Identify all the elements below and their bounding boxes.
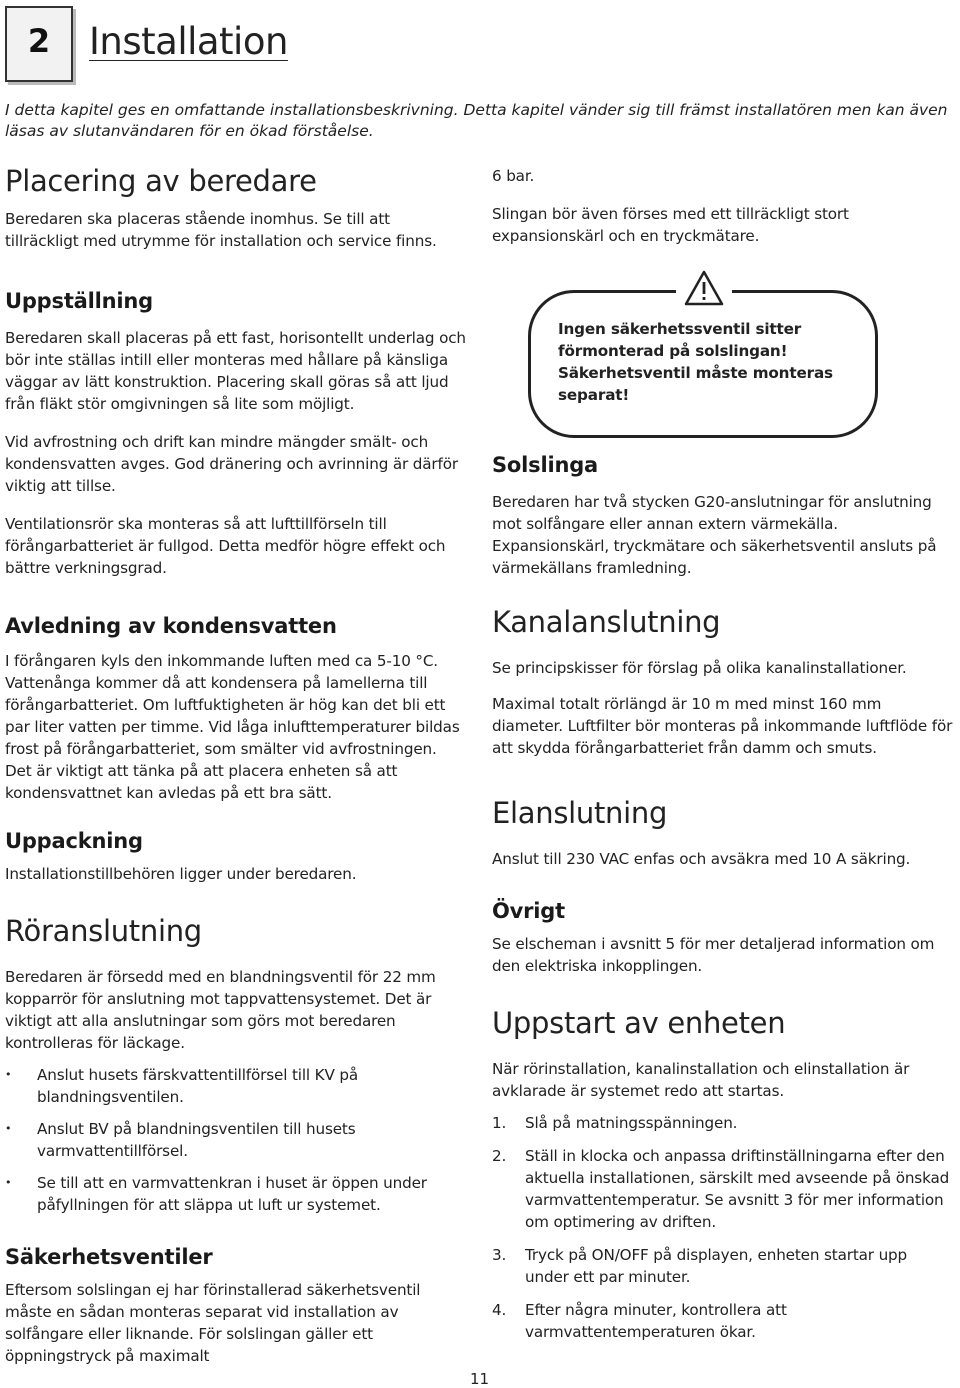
step-number: 1. bbox=[492, 1114, 507, 1132]
section-continuation bbox=[492, 165, 954, 247]
heading-roranslutning: Röranslutning bbox=[5, 914, 202, 948]
section-avledning bbox=[5, 614, 467, 804]
heading-uppackning: Uppackning bbox=[5, 829, 143, 853]
list-item bbox=[492, 1299, 954, 1343]
section-ovrigt bbox=[492, 899, 954, 977]
step-text: Tryck på ON/OFF på displayen, enheten startar upp under ett par minuter. bbox=[525, 1246, 908, 1286]
text-kanalanslutning-1: Se principskisser för förslag på olika kanalinstallationer. bbox=[492, 659, 907, 677]
step-number: 3. bbox=[492, 1246, 507, 1264]
chapter-number-box bbox=[5, 6, 73, 82]
section-uppackning bbox=[5, 829, 467, 885]
text-avledning: I förångaren kyls den inkommande luften med ca 5-10 °C. Vattenånga kommer då att kondensera på lamellerna till förångarbatteriet. Om luftfuktigheten är hög kan det bli ett par liter vatten per timme. Vid låga inlufttemperaturer bildas frost på förångarbatteriet, som smälter vid avfrostningen. Det är viktigt att tänka på att placera enheten så att kondensvattnet kan avledas på ett bra sätt. bbox=[5, 652, 460, 802]
uppstart-step-list bbox=[492, 1112, 954, 1343]
list-item bbox=[492, 1244, 954, 1288]
heading-avledning: Avledning av kondensvatten bbox=[5, 614, 337, 638]
heading-elanslutning: Elanslutning bbox=[492, 796, 668, 830]
list-item bbox=[492, 1112, 954, 1134]
step-number: 2. bbox=[492, 1147, 507, 1165]
text-continuation-2: Slingan bör även förses med ett tillräckligt stort expansionskärl och en tryckmätare. bbox=[492, 205, 849, 245]
text-kanalanslutning-2: Maximal totalt rörlängd är 10 m med minst 160 mm diameter. Luftfilter bör monteras på inkommande luftflöde för att skydda förångarbatteriet från damm och smuts. bbox=[492, 695, 953, 757]
step-text: Ställ in klocka och anpassa driftinställningarna efter den aktuella installationen, särskilt med avseende på önskad varmvattentemperatur. Se avsnitt 3 för mer information om optimering av driften. bbox=[525, 1147, 950, 1231]
text-uppstart: När rörinstallation, kanalinstallation och elinstallation är avklarade är systemet redo att startas. bbox=[492, 1060, 910, 1100]
section-uppstallning bbox=[5, 289, 467, 579]
section-sakerhetsventiler bbox=[5, 1245, 467, 1367]
text-roranslutning: Beredaren är försedd med en blandningsventil för 22 mm kopparrör för anslutning mot tappvattensystemet. Det är viktigt att alla anslutningar som görs mot beredaren kontrolleras för läckage. bbox=[5, 968, 436, 1052]
roranslutning-bullet-list bbox=[5, 1064, 467, 1216]
list-item: • Anslut husets färskvattentillförsel till KV på blandningsventilen. bbox=[5, 1064, 467, 1108]
text-placering: Beredaren ska placeras stående inomhus. Se till att tillräckligt med utrymme för installation och service finns. bbox=[5, 210, 437, 250]
step-number: 4. bbox=[492, 1301, 507, 1319]
chapter-number: 2 bbox=[27, 22, 51, 60]
chapter-header bbox=[5, 6, 335, 80]
heading-solslinga: Solslinga bbox=[492, 453, 598, 477]
text-continuation-1: 6 bar. bbox=[492, 167, 535, 185]
heading-uppstart: Uppstart av enheten bbox=[492, 1006, 786, 1040]
list-item: • Se till att en varmvattenkran i huset är öppen under påfyllningen för att släppa ut luft ur systemet. bbox=[5, 1172, 467, 1216]
chapter-title: Installation bbox=[89, 20, 288, 63]
heading-ovrigt: Övrigt bbox=[492, 899, 565, 923]
text-elanslutning: Anslut till 230 VAC enfas och avsäkra med 10 A säkring. bbox=[492, 850, 911, 868]
text-solslinga: Beredaren har två stycken G20-anslutningar för anslutning mot solfångare eller annan extern värmekälla. Expansionskärl, tryckmätare och säkerhetsventil ansluts på värmekällans framledning. bbox=[492, 493, 937, 577]
section-uppstart bbox=[492, 1006, 954, 1354]
step-text: Efter några minuter, kontrollera att varmvattentemperaturen ökar. bbox=[525, 1301, 787, 1341]
section-placering bbox=[5, 164, 467, 252]
heading-uppstallning: Uppställning bbox=[5, 289, 153, 313]
page-number: 11 bbox=[470, 1370, 490, 1388]
warning-callout bbox=[528, 290, 878, 438]
intro-text: I detta kapitel ges en omfattande installationsbeskrivning. Detta kapitel vänder sig till främst installatören men kan även läsas av slutanvändaren för en ökad förståelse. bbox=[5, 101, 948, 140]
text-uppstallning-3: Ventilationsrör ska monteras så att lufttillförseln till förångarbatteriet är fullgod. Detta medför högre effekt och bättre verkningsgrad. bbox=[5, 515, 446, 577]
warning-text: Ingen säkerhetssventil sitter förmonterad på solslingan! Säkerhetsventil måste monteras separat! bbox=[558, 320, 833, 404]
list-item bbox=[492, 1145, 954, 1233]
heading-placering: Placering av beredare bbox=[5, 164, 317, 198]
list-item: • Anslut BV på blandningsventilen till husets varmvattentillförsel. bbox=[5, 1118, 467, 1162]
heading-kanalanslutning: Kanalanslutning bbox=[492, 605, 721, 639]
text-uppstallning-1: Beredaren skall placeras på ett fast, horisontellt underlag och bör inte ställas intill eller monteras med hållare på känsliga väggar av lätt konstruktion. Placering skall göras så att ljud från fläkt stör omgivningen så lite som möjligt. bbox=[5, 329, 466, 413]
text-uppackning: Installationstillbehören ligger under beredaren. bbox=[5, 865, 357, 883]
text-ovrigt: Se elscheman i avsnitt 5 för mer detaljerad information om den elektriska inkopplingen. bbox=[492, 935, 935, 975]
section-roranslutning bbox=[5, 914, 467, 1226]
step-text: Slå på matningsspänningen. bbox=[525, 1114, 738, 1132]
text-sakerhetsventiler: Eftersom solslingan ej har förinstallerad säkerhetsventil måste en sådan monteras separat vid installation av solfångare eller liknande. För solslingan gäller ett öppningstryck på maximalt bbox=[5, 1281, 421, 1365]
text-uppstallning-2: Vid avfrostning och drift kan mindre mängder smält- och kondensvatten avges. God dränering och avrinning är därför viktig att tillse. bbox=[5, 433, 458, 495]
section-solslinga bbox=[492, 453, 954, 579]
warning-triangle-icon bbox=[676, 264, 732, 314]
section-kanalanslutning bbox=[492, 605, 954, 759]
section-elanslutning bbox=[492, 796, 954, 870]
heading-sakerhetsventiler: Säkerhetsventiler bbox=[5, 1245, 213, 1269]
